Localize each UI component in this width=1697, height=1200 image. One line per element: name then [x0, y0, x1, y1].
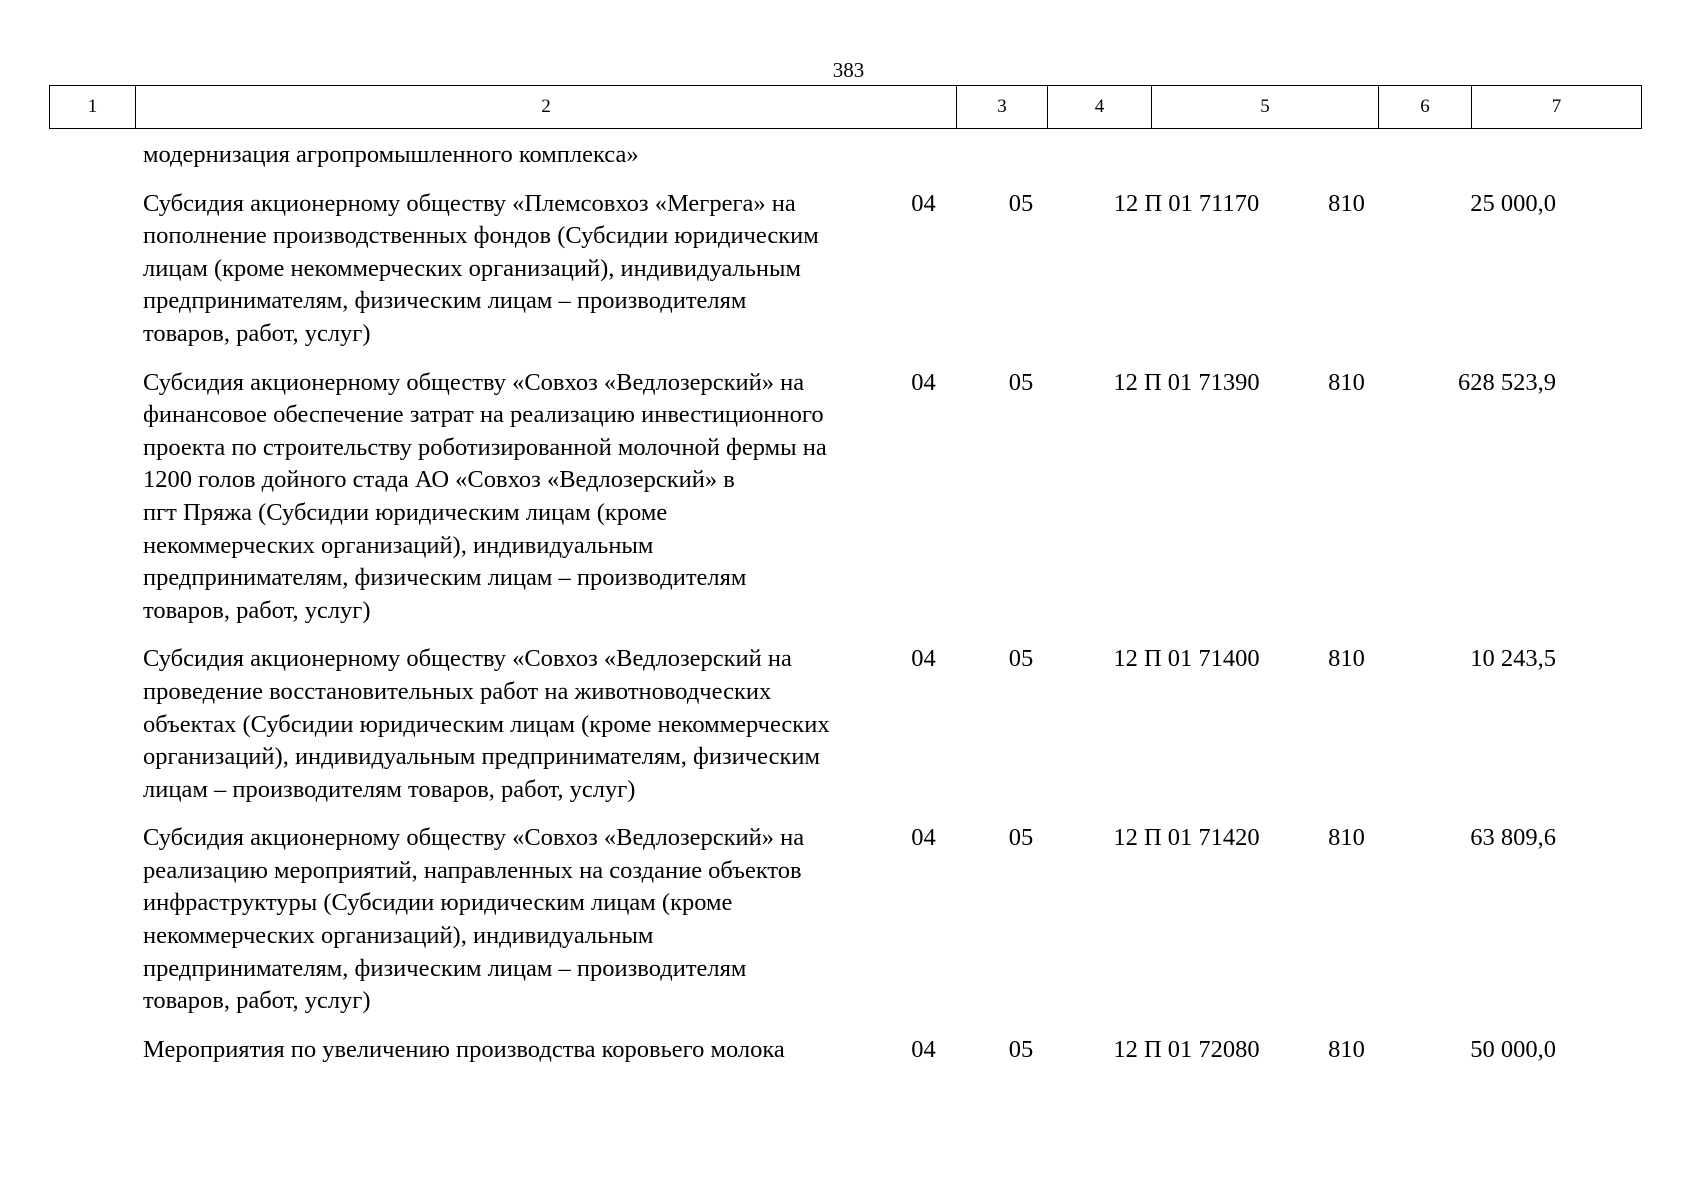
subsection-code: 05: [1008, 368, 1034, 396]
amount: 63 809,6: [1470, 824, 1556, 852]
header-cell-4: 4: [1048, 86, 1152, 129]
item-name-line: Мероприятия по увеличению производства коровьего молока: [143, 1035, 785, 1063]
item-name-line: реализацию мероприятий, направленных на создание объектов: [143, 856, 802, 884]
expense-type-code: 810: [1328, 645, 1365, 673]
item-name-line: лицам (кроме некоммерческих организаций), индивидуальным: [143, 254, 801, 282]
item-name-line: 1200 голов дойного стада АО «Совхоз «Ведлозерский» в: [143, 466, 735, 494]
item-name-line: пгт Пряжа (Субсидии юридическим лицам (кроме: [143, 498, 668, 526]
expense-type-code: 810: [1328, 189, 1365, 217]
item-name-line: Субсидия акционерному обществу «Совхоз «Ведлозерский» на: [143, 368, 805, 396]
amount: 10 243,5: [1470, 645, 1556, 673]
target-article-code: 12 П 01 71390: [1113, 368, 1260, 396]
table-row: [49, 188, 1641, 351]
item-name-line: предпринимателям, физическим лицам – производителям: [143, 287, 747, 315]
item-name-line: объектах (Субсидии юридическим лицам (кроме некоммерческих: [143, 710, 830, 738]
header-cell-3: 3: [957, 86, 1048, 129]
section-code: 04: [911, 645, 936, 673]
item-name-line: Субсидия акционерному обществу «Совхоз «Ведлозерский» на: [143, 824, 805, 852]
item-name-line: некоммерческих организаций), индивидуальным: [143, 922, 654, 950]
item-name-line: лицам – производителям товаров, работ, услуг): [143, 775, 636, 803]
section-code: 04: [911, 368, 936, 396]
item-name-line: пополнение производственных фондов (Субсидии юридическим: [143, 222, 819, 250]
target-article-code: 12 П 01 72080: [1113, 1035, 1260, 1063]
amount: 50 000,0: [1470, 1035, 1556, 1063]
continuation-row: [49, 139, 1641, 172]
item-name: [49, 822, 878, 1018]
item-name-line: проекта по строительству роботизированной молочной фермы на: [143, 433, 827, 461]
header-cell-1: 1: [50, 86, 136, 129]
item-name-line: предпринимателям, физическим лицам – производителям: [143, 954, 747, 982]
item-name: [49, 643, 878, 806]
item-name-line: товаров, работ, услуг): [143, 987, 371, 1015]
header-row: [50, 86, 1642, 129]
item-name-line: товаров, работ, услуг): [143, 596, 371, 624]
section-code: 04: [911, 189, 936, 217]
item-name-line: предпринимателям, физическим лицам – производителям: [143, 564, 747, 592]
item-name: [49, 367, 878, 628]
section-code: 04: [911, 1035, 936, 1063]
subsection-code: 05: [1008, 645, 1034, 673]
column-number-header: [49, 85, 1642, 129]
target-article-code: 12 П 01 71170: [1113, 189, 1260, 217]
item-name: [49, 188, 878, 351]
table-row: [49, 367, 1641, 628]
item-name: [49, 1034, 878, 1067]
amount: 25 000,0: [1470, 189, 1556, 217]
table-row: [49, 822, 1641, 1018]
item-name-line: Субсидия акционерному обществу «Племсовхоз «Мегрега» на: [143, 189, 796, 217]
item-name-line: проведение восстановительных работ на животноводческих: [143, 677, 772, 705]
header-cell-6: 6: [1379, 86, 1472, 129]
item-name-line: модернизация агропромышленного комплекса»: [143, 141, 639, 168]
item-name-line: организаций), индивидуальным предпринимателям, физическим: [143, 743, 820, 771]
table-row: [49, 1034, 1641, 1067]
page-number: 383: [832, 58, 865, 82]
subsection-code: 05: [1008, 824, 1034, 852]
target-article-code: 12 П 01 71400: [1113, 645, 1260, 673]
header-cell-2: 2: [136, 86, 957, 129]
subsection-code: 05: [1008, 189, 1034, 217]
amount: 628 523,9: [1458, 368, 1556, 396]
expense-type-code: 810: [1328, 824, 1365, 852]
table-row: [49, 643, 1641, 806]
target-article-code: 12 П 01 71420: [1113, 824, 1260, 852]
item-name-line: некоммерческих организаций), индивидуальным: [143, 531, 654, 559]
item-name-line: финансовое обеспечение затрат на реализацию инвестиционного: [143, 401, 824, 429]
expense-type-code: 810: [1328, 1035, 1365, 1063]
item-name-line: инфраструктуры (Субсидии юридическим лицам (кроме: [143, 889, 733, 917]
budget-rows: [49, 139, 1641, 1066]
item-name-line: товаров, работ, услуг): [143, 319, 371, 347]
subsection-code: 05: [1008, 1035, 1034, 1063]
section-code: 04: [911, 824, 936, 852]
item-name-line: Субсидия акционерному обществу «Совхоз «Ведлозерский на: [143, 645, 792, 673]
header-cell-7: 7: [1472, 86, 1642, 129]
header-cell-5: 5: [1152, 86, 1379, 129]
item-name: [49, 139, 878, 172]
expense-type-code: 810: [1328, 368, 1365, 396]
